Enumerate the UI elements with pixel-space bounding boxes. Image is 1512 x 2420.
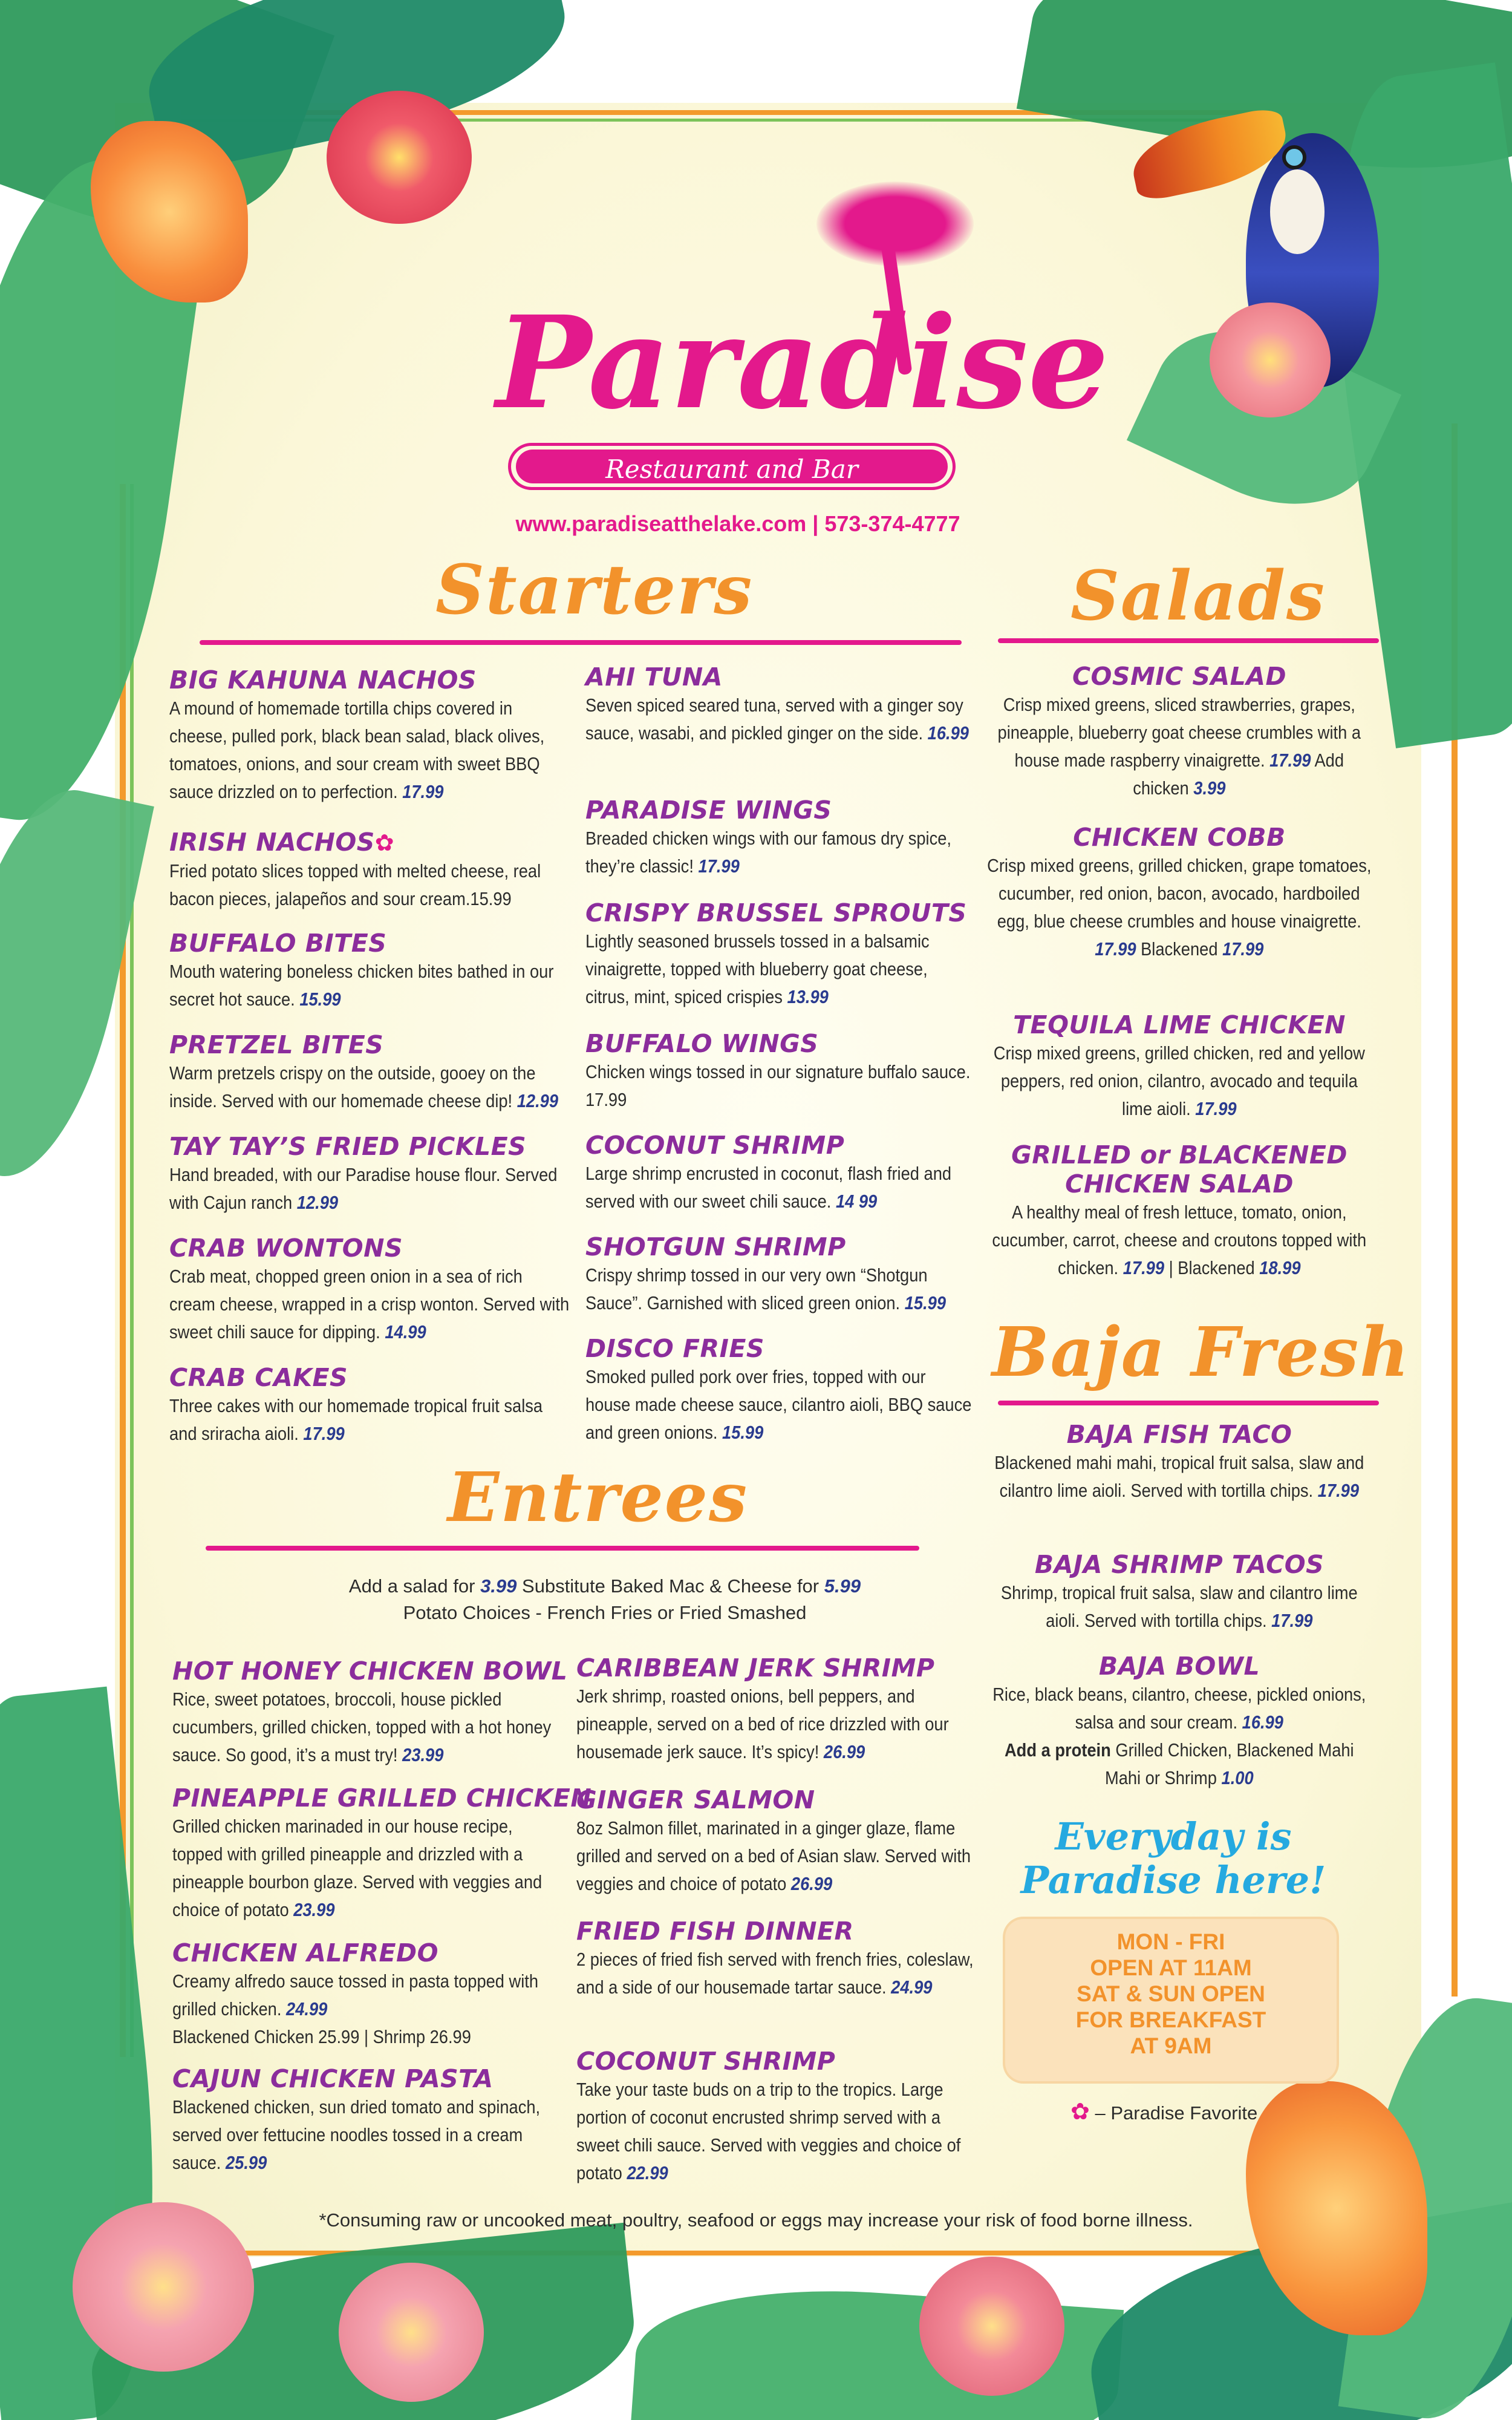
item-description: Rice, sweet potatoes, broccoli, house pickled cucumbers, grilled chicken, topped with a hot honey sauce. So good, it’s a must try! 23.99: [172, 1689, 552, 1765]
item-name: BAJA BOWL: [1098, 1652, 1260, 1681]
hours-line: OPEN AT 11AM: [1090, 1955, 1252, 1980]
item-name: CRISPY BRUSSEL SPROUTS: [585, 898, 967, 927]
item-extra-price: 17.99: [1222, 938, 1264, 960]
logo-subtitle-badge: [508, 443, 956, 490]
hours-line: MON - FRI: [1116, 1929, 1225, 1954]
item-price: 15.99: [299, 989, 341, 1010]
frame-line-left-inner: [130, 484, 134, 2057]
paradise-favorite-icon: ✿: [1070, 2099, 1090, 2125]
item-description: A mound of homemade tortilla chips covered in cheese, pulled pork, black bean salad, black olives, tomatoes, onions, and sour cream with sweet BBQ sauce drizzled on to perfection. 17.99: [169, 698, 545, 802]
section-title-starters: Starters: [435, 551, 754, 630]
menu-item: [986, 1140, 1373, 1282]
item-name: BIG KAHUNA NACHOS: [169, 666, 477, 695]
menu-item: [169, 1363, 569, 1448]
menu-item: [576, 1653, 976, 1766]
item-description: Crisp mixed greens, grilled chicken, red and yellow peppers, red onion, cilantro, avocado and tequila lime aioli. 17.99: [993, 1042, 1366, 1119]
item-name: CHICKEN COBB: [1073, 823, 1286, 852]
menu-item: [169, 1030, 569, 1115]
item-price: 17.99: [698, 855, 740, 877]
item-price: 17.99: [1269, 750, 1311, 771]
item-price: 17.99: [303, 1423, 345, 1444]
item-extra-price: 3.99: [1193, 777, 1226, 799]
palm-tree-fronds-icon: [816, 182, 974, 266]
toucan-eye-icon: [1282, 145, 1306, 169]
item-name: BAJA SHRIMP TACOS: [1034, 1550, 1325, 1579]
item-price: 26.99: [823, 1741, 865, 1762]
item-description: Mouth watering boneless chicken bites bathed in our secret hot sauce. 15.99: [169, 961, 554, 1010]
menu-item: [172, 1784, 592, 1924]
item-price: 17.99: [1317, 1480, 1360, 1501]
item-name: TEQUILA LIME CHICKEN: [1013, 1010, 1346, 1039]
item-description: Crab meat, chopped green onion in a sea of rich cream cheese, wrapped in a crisp wonton. Served with sweet chili sauce for dipping. 14.99: [169, 1266, 570, 1342]
item-name: CAJUN CHICKEN PASTA: [172, 2064, 494, 2093]
item-description: Seven spiced seared tuna, served with a ginger soy sauce, wasabi, and pickled ginger on the side. 16.99: [585, 695, 969, 744]
item-price: 17.99: [402, 781, 444, 802]
menu-item: [169, 828, 569, 913]
item-price: 17.99: [1095, 938, 1136, 960]
menu-item: [585, 1029, 973, 1114]
item-name: BUFFALO BITES: [169, 929, 387, 958]
hours-text: [1005, 1929, 1337, 2059]
hibiscus-flower: [339, 2263, 484, 2402]
menu-item: [172, 2064, 559, 2177]
hours-line: FOR BREAKFAST: [1075, 2007, 1266, 2032]
entree-note-line: Potato Choices - French Fries or Fried Smashed: [403, 1602, 807, 1623]
item-description: Warm pretzels crispy on the outside, gooey on the inside. Served with our homemade cheese dip! 12.99: [169, 1062, 559, 1111]
item-description: Crisp mixed greens, sliced strawberries, grapes, pineapple, blueberry goat cheese crumbles with a house made raspberry vinaigrette. 17.99 Add chicken 3.99: [997, 694, 1361, 799]
menu-item: [172, 1938, 559, 2051]
item-price: 17.99: [1123, 1257, 1165, 1278]
item-description: Hand breaded, with our Paradise house flour. Served with Cajun ranch 12.99: [169, 1164, 558, 1213]
item-description: Three cakes with our homemade tropical fruit salsa and sriracha aioli. 17.99: [169, 1395, 543, 1444]
item-description: Chicken wings tossed in our signature buffalo sauce. 17.99: [585, 1061, 971, 1110]
menu-item: [169, 666, 569, 806]
item-price: 14 99: [835, 1191, 878, 1212]
item-name: COCONUT SHRIMP: [585, 1131, 845, 1160]
item-extra: Blackened: [1141, 938, 1218, 960]
item-description: A healthy meal of fresh lettuce, tomato, onion, cucumber, carrot, cheese and croutons topped with chicken. 17.99 | Blackened 18.99: [992, 1202, 1367, 1278]
item-price: 24.99: [891, 1977, 933, 1998]
item-name: BAJA FISH TACO: [1066, 1420, 1292, 1449]
tagline-line-2: Paradise here!: [1020, 1858, 1326, 1902]
menu-item: [169, 1132, 569, 1217]
item-name: GINGER SALMON: [576, 1785, 815, 1814]
hours-line: SAT & SUN OPEN: [1077, 1981, 1265, 2006]
entree-note: [242, 1573, 968, 1626]
favorite-legend-text: – Paradise Favorite: [1095, 2102, 1258, 2124]
item-name: GRILLED or BLACKENED CHICKEN SALAD: [1011, 1140, 1347, 1199]
section-title-salads: Salads: [1070, 557, 1326, 636]
item-name: COSMIC SALAD: [1072, 662, 1287, 691]
menu-item: [986, 1550, 1373, 1635]
menu-item: [585, 898, 973, 1011]
item-name: DISCO FRIES: [585, 1334, 764, 1363]
item-name: CARIBBEAN JERK SHRIMP: [576, 1653, 935, 1683]
protein-price: 1.00: [1221, 1767, 1254, 1788]
menu-item: [169, 1234, 569, 1346]
food-safety-disclaimer: *Consuming raw or uncooked meat, poultry, seafood or eggs may increase your risk of food borne illness.: [319, 2209, 1193, 2231]
item-name: HOT HONEY CHICKEN BOWL: [172, 1656, 568, 1686]
item-price: 22.99: [627, 2162, 668, 2183]
hibiscus-flower: [919, 2257, 1064, 2396]
menu-item: [585, 1131, 973, 1215]
item-name: BUFFALO WINGS: [585, 1029, 819, 1058]
menu-item: [585, 1334, 973, 1447]
item-extra: | Blackened: [1168, 1257, 1255, 1278]
item-extra: Add chicken: [1133, 750, 1344, 799]
item-extra: Blackened Chicken 25.99 | Shrimp 26.99: [172, 2026, 471, 2047]
item-description: Blackened mahi mahi, tropical fruit salsa, slaw and cilantro lime aioli. Served with tortilla chips. 17.99: [994, 1452, 1364, 1501]
item-description: Jerk shrimp, roasted onions, bell peppers, and pineapple, served on a bed of rice drizzled with our housemade jerk sauce. It’s spicy! 26.99: [576, 1686, 949, 1762]
menu-item: [576, 1785, 976, 1898]
item-price: 12.99: [516, 1090, 559, 1111]
hibiscus-flower: [1210, 302, 1331, 417]
hours-line: AT 9AM: [1130, 2033, 1212, 2058]
item-description: Rice, black beans, cilantro, cheese, pickled onions, salsa and sour cream. 16.99 Add a protein Grilled Chicken, Blackened Mahi Mahi or Shrimp 1.00: [992, 1684, 1366, 1788]
item-price: 15.99: [470, 888, 512, 909]
item-name: CRAB CAKES: [169, 1363, 348, 1392]
item-description: Grilled chicken marinaded in our house recipe, topped with grilled pineapple and drizzled with a pineapple bourbon glaze. Served with veggies and choice of potato 23.99: [172, 1816, 543, 1920]
menu-item: [986, 1010, 1373, 1123]
item-name: COCONUT SHRIMP: [576, 2047, 836, 2076]
item-price: 16.99: [1242, 1712, 1284, 1733]
item-description: Take your taste buds on a trip to the tropics. Large portion of coconut encrusted shrimp served with a sweet chili sauce. Served with veggies and choice of potato 22.99: [576, 2079, 961, 2183]
menu-item: [585, 662, 973, 747]
item-price: 14.99: [385, 1321, 426, 1342]
section-rule-starters: [200, 640, 962, 645]
entree-note-line: Add a salad for 3.99 Substitute Baked Mac & Cheese for 5.99: [348, 1575, 861, 1597]
protein-label: Add a protein: [1005, 1739, 1111, 1761]
item-name: CHICKEN ALFREDO: [172, 1938, 438, 1967]
item-price: 26.99: [790, 1873, 833, 1894]
item-price: 12.99: [296, 1192, 339, 1213]
item-price: 15.99: [722, 1422, 764, 1443]
logo-title: Paradise: [496, 288, 1109, 437]
item-price: 25.99: [225, 2152, 267, 2173]
item-description: Fried potato slices topped with melted cheese, real bacon pieces, jalapeños and sour cream.15.99: [169, 860, 541, 909]
item-extra-price: 18.99: [1259, 1257, 1301, 1278]
section-title-entrees: Entrees: [448, 1458, 749, 1537]
item-price: 16.99: [927, 722, 969, 744]
item-price: 23.99: [293, 1899, 335, 1920]
item-description: Crispy shrimp tossed in our very own “Shotgun Sauce”. Garnished with sliced green onion. 15.99: [585, 1264, 946, 1313]
item-price: 17.99: [1195, 1098, 1237, 1119]
hours-badge: [1005, 1919, 1337, 2081]
item-description: Creamy alfredo sauce tossed in pasta topped with grilled chicken. 24.99 Blackened Chicken 25.99 | Shrimp 26.99: [172, 1970, 539, 2047]
menu-item: [169, 929, 569, 1013]
paradise-favorite-icon: ✿: [374, 829, 395, 856]
logo-subtitle-fill: [516, 450, 948, 483]
item-price: 17.99: [1271, 1610, 1313, 1631]
toucan-chest-icon: [1270, 169, 1325, 254]
menu-item: [576, 1917, 976, 2001]
item-price: 13.99: [787, 986, 829, 1007]
favorite-legend: [1070, 2098, 1257, 2125]
menu-item: [172, 1656, 568, 1769]
item-description: Blackened chicken, sun dried tomato and spinach, served over fettucine noodles tossed in a cream sauce. 25.99: [172, 2096, 541, 2173]
item-description: 2 pieces of fried fish served with french fries, coleslaw, and a side of our housemade tartar sauce. 24.99: [576, 1949, 974, 1998]
item-description: 8oz Salmon fillet, marinated in a ginger glaze, flame grilled and served on a bed of Asian slaw. Served with veggies and choice of potato 26.99: [576, 1817, 971, 1894]
menu-item: [986, 823, 1373, 963]
item-price: 15.99: [904, 1292, 946, 1313]
item-name: TAY TAY’S FRIED PICKLES: [169, 1132, 527, 1161]
item-name: FRIED FISH DINNER: [576, 1917, 854, 1946]
item-price: 24.99: [286, 1998, 328, 2019]
logo-subtitle: Restaurant and Bar: [605, 454, 858, 484]
item-description: Smoked pulled pork over fries, topped with our house made cheese sauce, cilantro aioli, BBQ sauce and green onions. 15.99: [585, 1366, 972, 1443]
item-description: Large shrimp encrusted in coconut, flash fried and served with our sweet chili sauce. 14 99: [585, 1163, 952, 1212]
item-name: IRISH NACHOS✿: [169, 828, 395, 857]
section-title-baja-fresh: Baja Fresh: [992, 1313, 1410, 1392]
item-description: Shrimp, tropical fruit salsa, slaw and cilantro lime aioli. Served with tortilla chips. 17.99: [1001, 1582, 1358, 1631]
hibiscus-flower: [327, 91, 472, 224]
item-name: CRAB WONTONS: [169, 1234, 403, 1263]
item-name: PARADISE WINGS: [585, 796, 832, 825]
item-description: Breaded chicken wings with our famous dry spice, they’re classic! 17.99: [585, 828, 951, 877]
item-name: SHOTGUN SHRIMP: [585, 1232, 846, 1261]
menu-item: [585, 1232, 973, 1317]
menu-item: [986, 1652, 1373, 1792]
protein-options: Grilled Chicken, Blackened Mahi Mahi or Shrimp: [1105, 1739, 1354, 1788]
section-rule-entrees: [206, 1546, 919, 1551]
item-description: Crisp mixed greens, grilled chicken, grape tomatoes, cucumber, red onion, bacon, avocado, hardboiled egg, blue cheese crumbles and house vinaigrette. 17.99 Blackened 17.99: [987, 855, 1372, 960]
item-name: AHI TUNA: [585, 662, 723, 692]
section-rule-baja-fresh: [998, 1401, 1379, 1405]
tagline: [992, 1815, 1355, 1902]
tagline-line-1: Everyday is: [1055, 1814, 1292, 1859]
menu-item: [585, 796, 973, 880]
menu-item: [576, 2047, 976, 2187]
item-name: PINEAPPLE GRILLED CHICKEN: [172, 1784, 592, 1813]
item-price: 23.99: [402, 1744, 444, 1765]
item-description: Lightly seasoned brussels tossed in a balsamic vinaigrette, topped with blueberry goat cheese, citrus, mint, spiced crispies 13.99: [585, 930, 930, 1007]
menu-item: [986, 1420, 1373, 1505]
section-rule-salads: [998, 638, 1379, 643]
contact-info: www.paradiseatthelake.com | 573-374-4777: [515, 511, 960, 536]
menu-item: [986, 662, 1373, 802]
item-name: PRETZEL BITES: [169, 1030, 384, 1059]
